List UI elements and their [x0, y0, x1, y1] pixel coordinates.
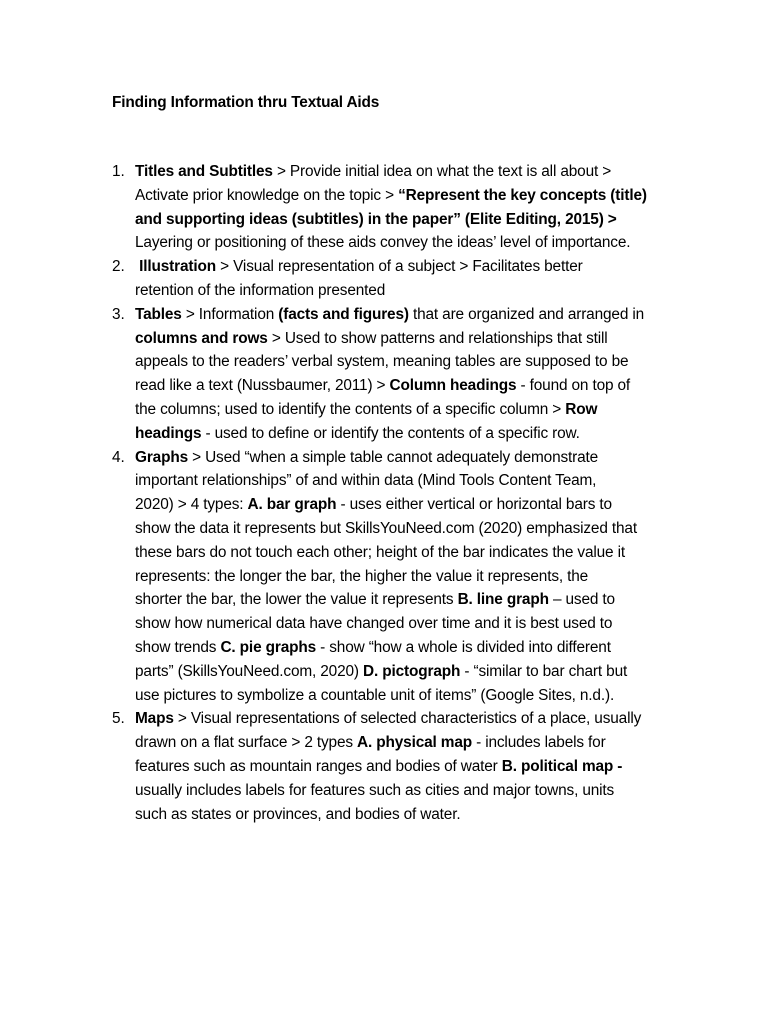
list-item-text	[135, 255, 695, 303]
bold-text: A. bar graph	[247, 496, 337, 514]
text-run: > Information	[181, 305, 279, 323]
text-line	[135, 707, 695, 731]
text-run: that are organized and arranged in	[408, 305, 645, 323]
text-run: retention of the information presented	[135, 281, 386, 299]
text-line	[135, 160, 695, 184]
text-run: - used to define or identify the contents of a specific row.	[201, 424, 580, 442]
text-line	[135, 184, 695, 208]
text-line	[135, 565, 695, 589]
text-line	[135, 731, 695, 755]
text-line	[135, 803, 695, 827]
document-title: Finding Information thru Textual Aids	[112, 94, 380, 111]
bold-text: Column headings	[389, 377, 517, 395]
text-line	[135, 636, 695, 660]
text-run: - uses either vertical or horizontal bars to	[336, 496, 612, 514]
list-item-text	[135, 160, 695, 255]
bold-text: headings	[135, 424, 202, 442]
text-run: usually includes labels for features such as cities and major towns, units	[135, 781, 615, 799]
text-line	[135, 374, 695, 398]
bold-text: C. pie graphs	[220, 638, 317, 656]
list-item-number: 4.	[112, 448, 125, 466]
text-run: drawn on a flat surface > 2 types	[135, 734, 358, 752]
text-line	[135, 327, 695, 351]
list-item-text	[135, 446, 695, 708]
text-run: show the data it represents but SkillsYouNeed.com (2020) emphasized that	[135, 519, 637, 537]
text-run: > Used to show patterns and relationships that still	[267, 329, 608, 347]
bold-text: B. line graph	[457, 591, 549, 609]
text-line	[135, 493, 695, 517]
text-run: > Used “when a simple table cannot adequately demonstrate	[187, 448, 599, 466]
text-line	[135, 779, 695, 803]
text-line	[135, 541, 695, 565]
text-run: features such as mountain ranges and bodies of water	[135, 757, 502, 775]
list-item-text	[135, 707, 695, 826]
bold-text: columns and rows	[135, 329, 268, 347]
text-line	[135, 446, 695, 470]
list-item	[0, 303, 768, 446]
text-line	[135, 255, 695, 279]
list-item-number: 1.	[112, 163, 125, 180]
list-item	[0, 255, 768, 303]
text-run: - “similar to bar chart but	[460, 662, 628, 680]
text-line	[135, 208, 695, 232]
text-run: use pictures to symbolize a countable unit of items” (Google Sites, n.d.).	[135, 686, 615, 704]
text-run: show how numerical data have changed over time and it is best used to	[135, 615, 613, 633]
bold-text: Illustration	[135, 258, 216, 276]
bold-text: Graphs	[135, 448, 188, 466]
text-line	[135, 517, 695, 541]
text-run: Layering or positioning of these aids convey the ideas’ level of importance.	[135, 234, 631, 252]
text-run: > Visual representation of a subject > Facilitates better	[216, 258, 583, 276]
text-run: Activate prior knowledge on the topic >	[135, 186, 399, 204]
list-item-number: 5.	[112, 710, 125, 728]
text-line	[135, 588, 695, 612]
text-run: represents: the longer the bar, the higher the value it represents, the	[135, 567, 589, 585]
text-run: read like a text (Nussbaumer, 2011) >	[135, 377, 390, 395]
text-run: > Visual representations of selected characteristics of a place, usually	[173, 710, 642, 728]
text-run: > Provide initial idea on what the text is all about >	[272, 163, 612, 180]
text-run: - includes labels for	[471, 734, 606, 752]
text-line	[135, 303, 695, 327]
text-line	[135, 350, 695, 374]
text-run: - found on top of	[516, 377, 631, 395]
bold-text: Tables	[135, 305, 182, 323]
text-run: 2020) > 4 types:	[135, 496, 248, 514]
bold-text: Maps	[135, 710, 174, 728]
bold-text: Titles and Subtitles	[135, 163, 273, 180]
text-run: parts” (SkillsYouNeed.com, 2020)	[135, 662, 364, 680]
bold-text: “Represent the key concepts (title)	[398, 186, 647, 204]
bold-text: B. political map -	[501, 757, 623, 775]
text-run: show trends	[135, 638, 221, 656]
text-line	[135, 279, 695, 303]
list-item	[0, 160, 768, 255]
list-item-number: 3.	[112, 305, 125, 323]
list-item-number: 2.	[112, 258, 125, 276]
list-item-text	[135, 303, 695, 446]
bold-text: D. pictograph	[363, 662, 461, 680]
text-run: important relationships” of and within data (Mind Tools Content Team,	[135, 472, 597, 490]
text-run: shorter the bar, the lower the value it represents	[135, 591, 458, 609]
text-run: – used to	[548, 591, 615, 609]
text-run: these bars do not touch each other; height of the bar indicates the value it	[135, 543, 625, 561]
bold-text: Row	[565, 400, 598, 418]
text-line	[135, 755, 695, 779]
list-item	[0, 446, 768, 708]
text-line	[135, 660, 695, 684]
text-line	[135, 469, 695, 493]
text-run: appeals to the readers’ verbal system, meaning tables are supposed to be	[135, 353, 629, 371]
text-run: the columns; used to identify the contents of a specific column >	[135, 400, 566, 418]
text-line	[135, 612, 695, 636]
text-line	[135, 231, 695, 255]
bold-text: and supporting ideas (subtitles) in the paper” (Elite Editing, 2015) >	[135, 210, 617, 228]
text-run: - show “how a whole is divided into different	[316, 638, 611, 656]
text-line	[135, 398, 695, 422]
text-line	[135, 684, 695, 708]
bold-text: (facts and figures)	[278, 305, 409, 323]
text-line	[135, 422, 695, 446]
text-run: such as states or provinces, and bodies of water.	[135, 805, 461, 823]
bold-text: A. physical map	[357, 734, 472, 752]
list-item	[0, 707, 768, 826]
